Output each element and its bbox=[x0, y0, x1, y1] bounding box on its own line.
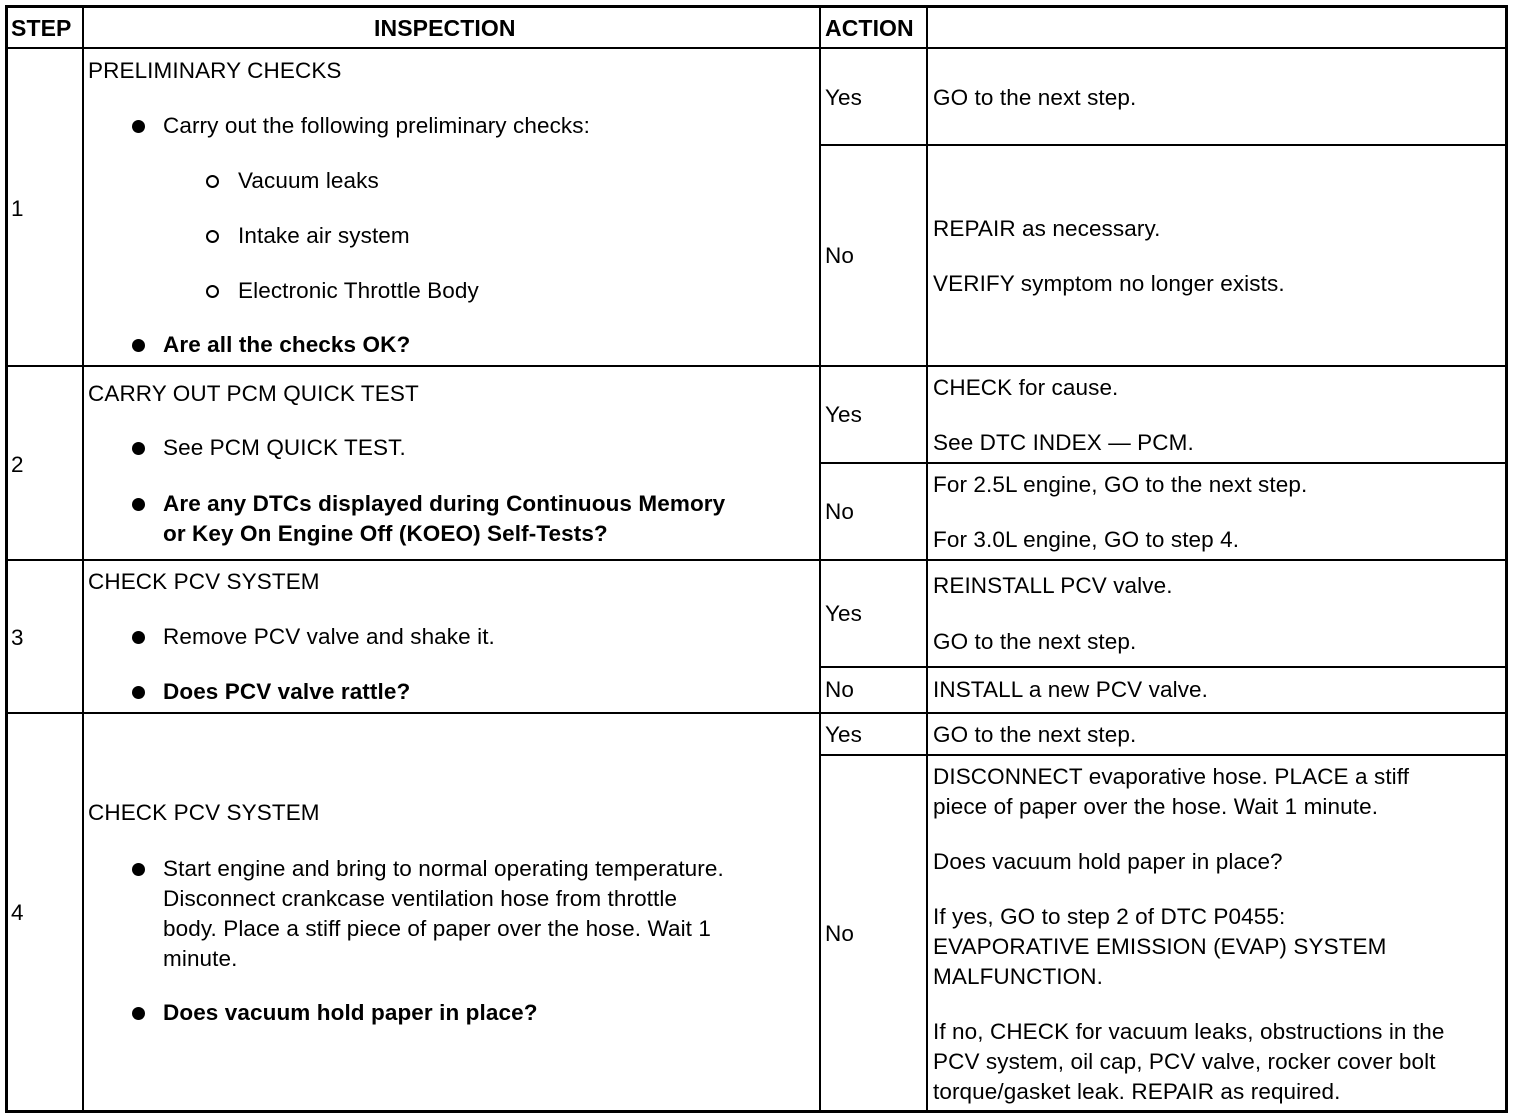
bullet-icon bbox=[132, 442, 145, 455]
action-no-label: No bbox=[825, 677, 854, 702]
step-number: 3 bbox=[11, 625, 24, 650]
bullet-icon bbox=[132, 863, 145, 876]
circle-bullet-icon bbox=[206, 230, 219, 243]
action-no-text: VERIFY symptom no longer exists. bbox=[933, 271, 1285, 296]
inspection-bullet: body. Place a stiff piece of paper over the hose. Wait 1 bbox=[163, 916, 711, 941]
action-no-text: REPAIR as necessary. bbox=[933, 216, 1161, 241]
action-yes-label: Yes bbox=[825, 601, 863, 626]
action-no-text: PCV system, oil cap, PCV valve, rocker cover bolt bbox=[933, 1049, 1436, 1074]
action-no-text: DISCONNECT evaporative hose. PLACE a stiff bbox=[933, 764, 1410, 789]
circle-bullet-icon bbox=[206, 285, 219, 298]
header-step: STEP bbox=[11, 15, 72, 41]
step-title: CHECK PCV SYSTEM bbox=[88, 569, 320, 594]
bullet-icon bbox=[132, 339, 145, 352]
action-no-text: If no, CHECK for vacuum leaks, obstructions in the bbox=[933, 1019, 1445, 1044]
action-yes-text: See DTC INDEX — PCM. bbox=[933, 430, 1194, 455]
step-title: PRELIMINARY CHECKS bbox=[88, 58, 342, 83]
header-inspection: INSPECTION bbox=[374, 15, 516, 41]
action-no-text: torque/gasket leak. REPAIR as required. bbox=[933, 1079, 1341, 1104]
step-title: CARRY OUT PCM QUICK TEST bbox=[88, 381, 419, 406]
action-yes-label: Yes bbox=[825, 85, 863, 110]
circle-bullet-icon bbox=[206, 175, 219, 188]
row-divider-2-3 bbox=[6, 559, 1508, 561]
action-no-text: Does vacuum hold paper in place? bbox=[933, 849, 1283, 874]
inspection-question: or Key On Engine Off (KOEO) Self-Tests? bbox=[163, 521, 608, 546]
step-number: 2 bbox=[11, 452, 24, 477]
inspection-question: Are any DTCs displayed during Continuous Memory bbox=[163, 491, 726, 516]
action-yes-text: GO to the next step. bbox=[933, 85, 1137, 110]
row-divider-1-yes-no bbox=[820, 144, 1508, 146]
inspection-bullet: minute. bbox=[163, 946, 238, 971]
action-no-label: No bbox=[825, 921, 854, 946]
inspection-bullet: Remove PCV valve and shake it. bbox=[163, 624, 495, 649]
action-no-text: For 3.0L engine, GO to step 4. bbox=[933, 527, 1240, 552]
bullet-icon bbox=[132, 498, 145, 511]
action-no-text: MALFUNCTION. bbox=[933, 964, 1103, 989]
inspection-bullet: Start engine and bring to normal operating temperature. bbox=[163, 856, 724, 881]
step-number: 4 bbox=[11, 900, 24, 925]
inspection-subitem: Vacuum leaks bbox=[238, 168, 379, 193]
inspection-bullet: See PCM QUICK TEST. bbox=[163, 435, 406, 460]
action-no-label: No bbox=[825, 243, 854, 268]
header-action: ACTION bbox=[825, 15, 914, 41]
action-no-text: INSTALL a new PCV valve. bbox=[933, 677, 1209, 702]
action-yes-label: Yes bbox=[825, 402, 863, 427]
action-yes-text: REINSTALL PCV valve. bbox=[933, 573, 1173, 598]
action-no-label: No bbox=[825, 499, 854, 524]
row-divider-3-4 bbox=[6, 712, 1508, 714]
action-yes-text: CHECK for cause. bbox=[933, 375, 1119, 400]
inspection-question: Are all the checks OK? bbox=[163, 332, 411, 357]
step-number: 1 bbox=[11, 196, 24, 221]
header-divider bbox=[6, 47, 1508, 49]
action-no-text: EVAPORATIVE EMISSION (EVAP) SYSTEM bbox=[933, 934, 1387, 959]
inspection-bullet: Disconnect crankcase ventilation hose from throttle bbox=[163, 886, 678, 911]
step-title: CHECK PCV SYSTEM bbox=[88, 800, 320, 825]
inspection-question: Does PCV valve rattle? bbox=[163, 679, 411, 704]
inspection-bullet: Carry out the following preliminary checks: bbox=[163, 113, 590, 138]
bullet-icon bbox=[132, 631, 145, 644]
row-divider-4-yes-no bbox=[820, 754, 1508, 756]
action-no-text: For 2.5L engine, GO to the next step. bbox=[933, 472, 1308, 497]
action-yes-text: GO to the next step. bbox=[933, 722, 1137, 747]
bullet-icon bbox=[132, 1007, 145, 1020]
bullet-icon bbox=[132, 686, 145, 699]
row-divider-3-yes-no bbox=[820, 666, 1508, 668]
inspection-question: Does vacuum hold paper in place? bbox=[163, 1000, 538, 1025]
action-yes-label: Yes bbox=[825, 722, 863, 747]
action-yes-text: GO to the next step. bbox=[933, 629, 1137, 654]
action-no-text: If yes, GO to step 2 of DTC P0455: bbox=[933, 904, 1286, 929]
inspection-subitem: Electronic Throttle Body bbox=[238, 278, 479, 303]
row-divider-2-yes-no bbox=[820, 462, 1508, 464]
bullet-icon bbox=[132, 120, 145, 133]
row-divider-1-2 bbox=[6, 365, 1508, 367]
inspection-subitem: Intake air system bbox=[238, 223, 410, 248]
action-no-text: piece of paper over the hose. Wait 1 minute. bbox=[933, 794, 1379, 819]
